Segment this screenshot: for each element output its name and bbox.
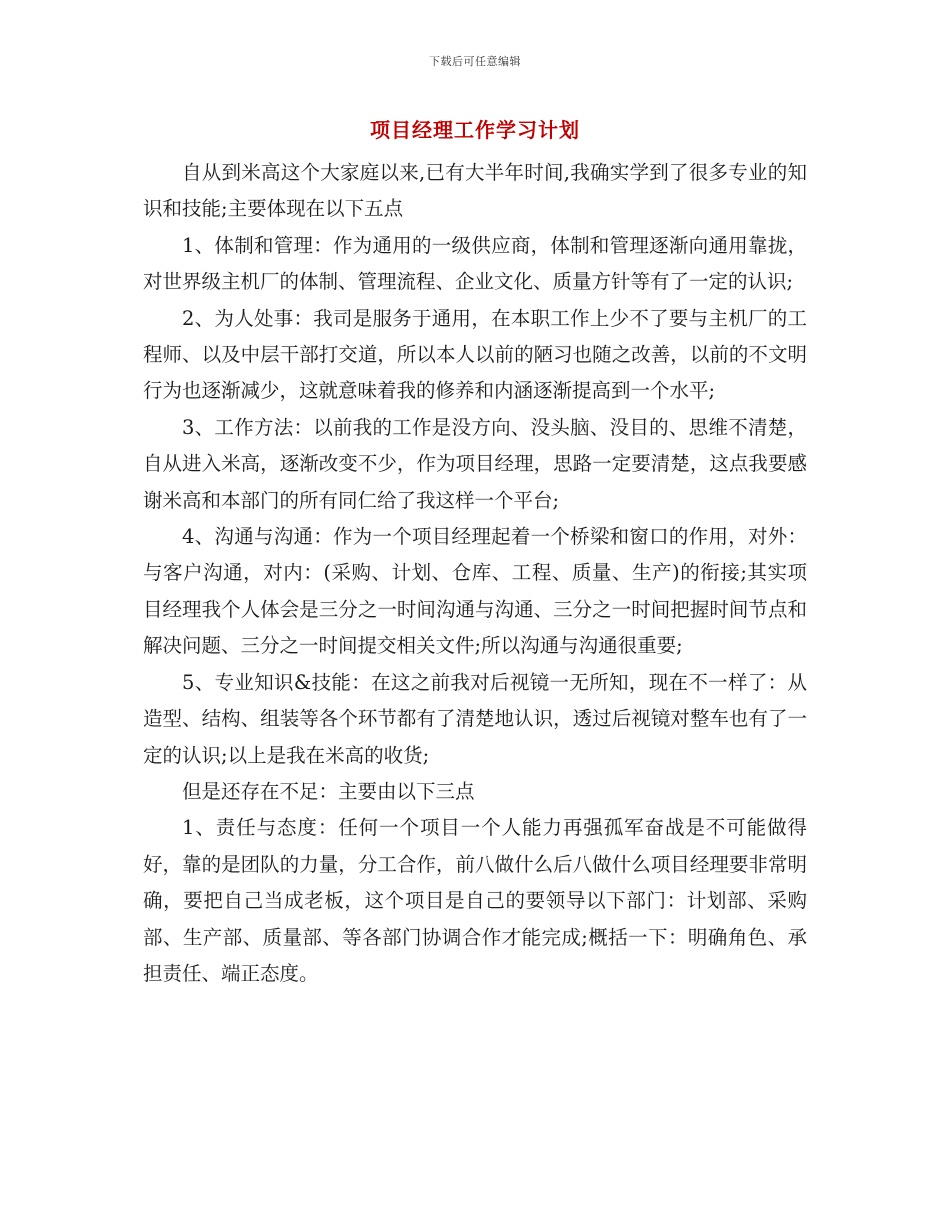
header-note: 下载后可任意编辑 — [429, 55, 521, 68]
paragraph-shortcomings-intro: 但是还存在不足：主要由以下三点 — [182, 779, 475, 803]
document-body — [143, 155, 807, 992]
paragraph-point-4: 4、沟通与沟通：作为一个项目经理起着一个桥梁和窗口的作用，对外：与客户沟通，对内：(采购、计划、仓库、工程、质量、生产)的衔接;其实项目经理我个人体会是三分之一时间沟通与沟通、三分之一时间把握时间节点和解决问题、三分之一时间提交相关文件;所以沟通与沟通很重要; — [143, 525, 807, 658]
paragraph-intro: 自从到米高这个大家庭以来,已有大半年时间,我确实学到了很多专业的知识和技能;主要体现在以下五点 — [143, 161, 807, 221]
paragraph-point-3: 3、工作方法：以前我的工作是没方向、没头脑、没目的、思维不清楚，自从进入米高，逐渐改变不少，作为项目经理，思路一定要清楚，这点我要感谢米高和本部门的所有同仁给了我这样一个平台; — [143, 415, 807, 512]
paragraph-point-2: 2、为人处事：我司是服务于通用，在本职工作上少不了要与主机厂的工程师、以及中层干部打交道，所以本人以前的陋习也随之改善，以前的不文明行为也逐渐减少，这就意味着我的修养和内涵逐渐提高到一个水平; — [143, 306, 807, 403]
paragraph-shortcoming-1: 1、责任与态度：任何一个项目一个人能力再强孤军奋战是不可能做得好，靠的是团队的力量，分工合作，前八做什么后八做什么项目经理要非常明确，要把自己当成老板，这个项目是自己的要领导以下部门：计划部、采购部、生产部、质量部、等各部门协调合作才能完成;概括一下：明确角色、承担责任、端正态度。 — [143, 816, 807, 985]
document-title: 项目经理工作学习计划 — [370, 118, 580, 142]
paragraph-point-1: 1、体制和管理：作为通用的一级供应商，体制和管理逐渐向通用靠拢，对世界级主机厂的体制、管理流程、企业文化、质量方针等有了一定的认识; — [143, 233, 807, 294]
paragraph-point-5: 5、专业知识&技能：在这之前我对后视镜一无所知，现在不一样了：从造型、结构、组装等各个环节都有了清楚地认识，透过后视镜对整车也有了一定的认识;以上是我在米高的收货; — [143, 670, 807, 767]
